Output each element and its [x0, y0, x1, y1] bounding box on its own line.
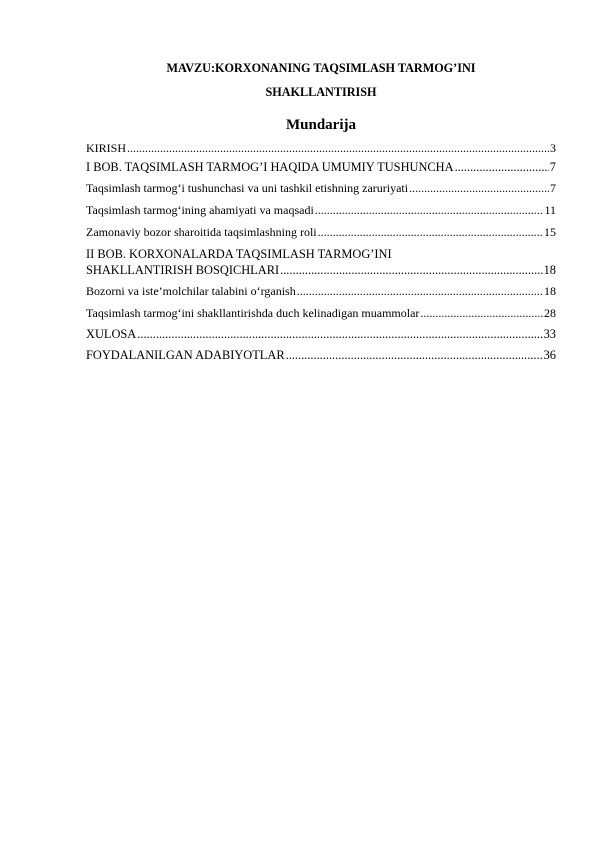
toc-entry-page: 18	[544, 284, 556, 298]
dot-leader	[127, 140, 549, 156]
toc-entry-references	[86, 347, 556, 363]
toc-entry-title: FOYDALANILGAN ADABIYOTLAR	[86, 348, 285, 362]
toc-entry-title-line-1: II BOB. KORXONALARDA TAQSIMLASH TARMOG’INI	[86, 247, 392, 261]
toc-entry-page: 7	[549, 160, 556, 174]
toc-entry-title: Zamonaviy bozor sharoitida taqsimlashning roli	[86, 225, 317, 239]
dot-leader	[318, 224, 543, 240]
toc-entry-title: XULOSA	[86, 327, 137, 341]
toc-entry-page: 15	[544, 225, 556, 239]
toc-entry-page: 28	[544, 306, 556, 320]
toc-entry-section-2-2	[86, 305, 556, 321]
toc-entry-title: Bozorni va iste’molchilar talabini o‘rganish	[86, 284, 296, 298]
toc-entry-section-1-3	[86, 224, 556, 240]
toc-entry-kirish	[86, 140, 556, 156]
toc-entry-title: I BOB. TAQSIMLASH TARMOG’I HAQIDA UMUMIY TUSHUNCHA	[86, 160, 454, 174]
toc-entry-section-2-1	[86, 283, 556, 299]
dot-leader	[315, 202, 544, 218]
toc-entry-page: 18	[543, 263, 556, 277]
toc-entry-chapter-2	[86, 246, 556, 278]
toc-entry-section-1-2	[86, 202, 556, 218]
toc-entry-page: 11	[544, 203, 556, 217]
toc-entry-page: 36	[543, 348, 556, 362]
toc-entry-row-2	[86, 262, 556, 278]
toc-entry-title: KIRISH	[86, 141, 127, 155]
dot-leader	[286, 347, 543, 363]
toc-entry-page: 3	[550, 141, 556, 155]
table-of-contents	[86, 138, 556, 363]
dot-leader	[420, 305, 543, 321]
toc-entry-page: 33	[543, 327, 556, 341]
toc-entry-chapter-1	[86, 159, 556, 175]
dot-leader	[280, 262, 543, 278]
title-line-1: MAVZU:KORXONANING TAQSIMLASH TARMOG’INI	[166, 61, 476, 75]
toc-entry-page: 7	[550, 181, 556, 195]
toc-entry-conclusion	[86, 326, 556, 342]
document-title	[86, 56, 556, 104]
toc-entry-title-line-2: SHAKLLANTIRISH BOSQICHLARI	[86, 263, 280, 277]
toc-entry-title: Taqsimlash tarmog‘i tushunchasi va uni tashkil etishning zaruriyati	[86, 181, 409, 195]
dot-leader	[137, 326, 542, 342]
dot-leader	[455, 159, 549, 175]
toc-entry-title: Taqsimlash tarmog‘ini shakllantirishda duch kelinadigan muammolar	[86, 306, 420, 320]
title-line-2: SHAKLLANTIRISH	[265, 85, 377, 99]
dot-leader	[409, 180, 549, 196]
toc-entry-title: Taqsimlash tarmog‘ining ahamiyati va maqsadi	[86, 203, 314, 217]
toc-heading: Mundarija	[285, 117, 356, 133]
toc-entry-section-1-1	[86, 180, 556, 196]
dot-leader	[297, 283, 543, 299]
